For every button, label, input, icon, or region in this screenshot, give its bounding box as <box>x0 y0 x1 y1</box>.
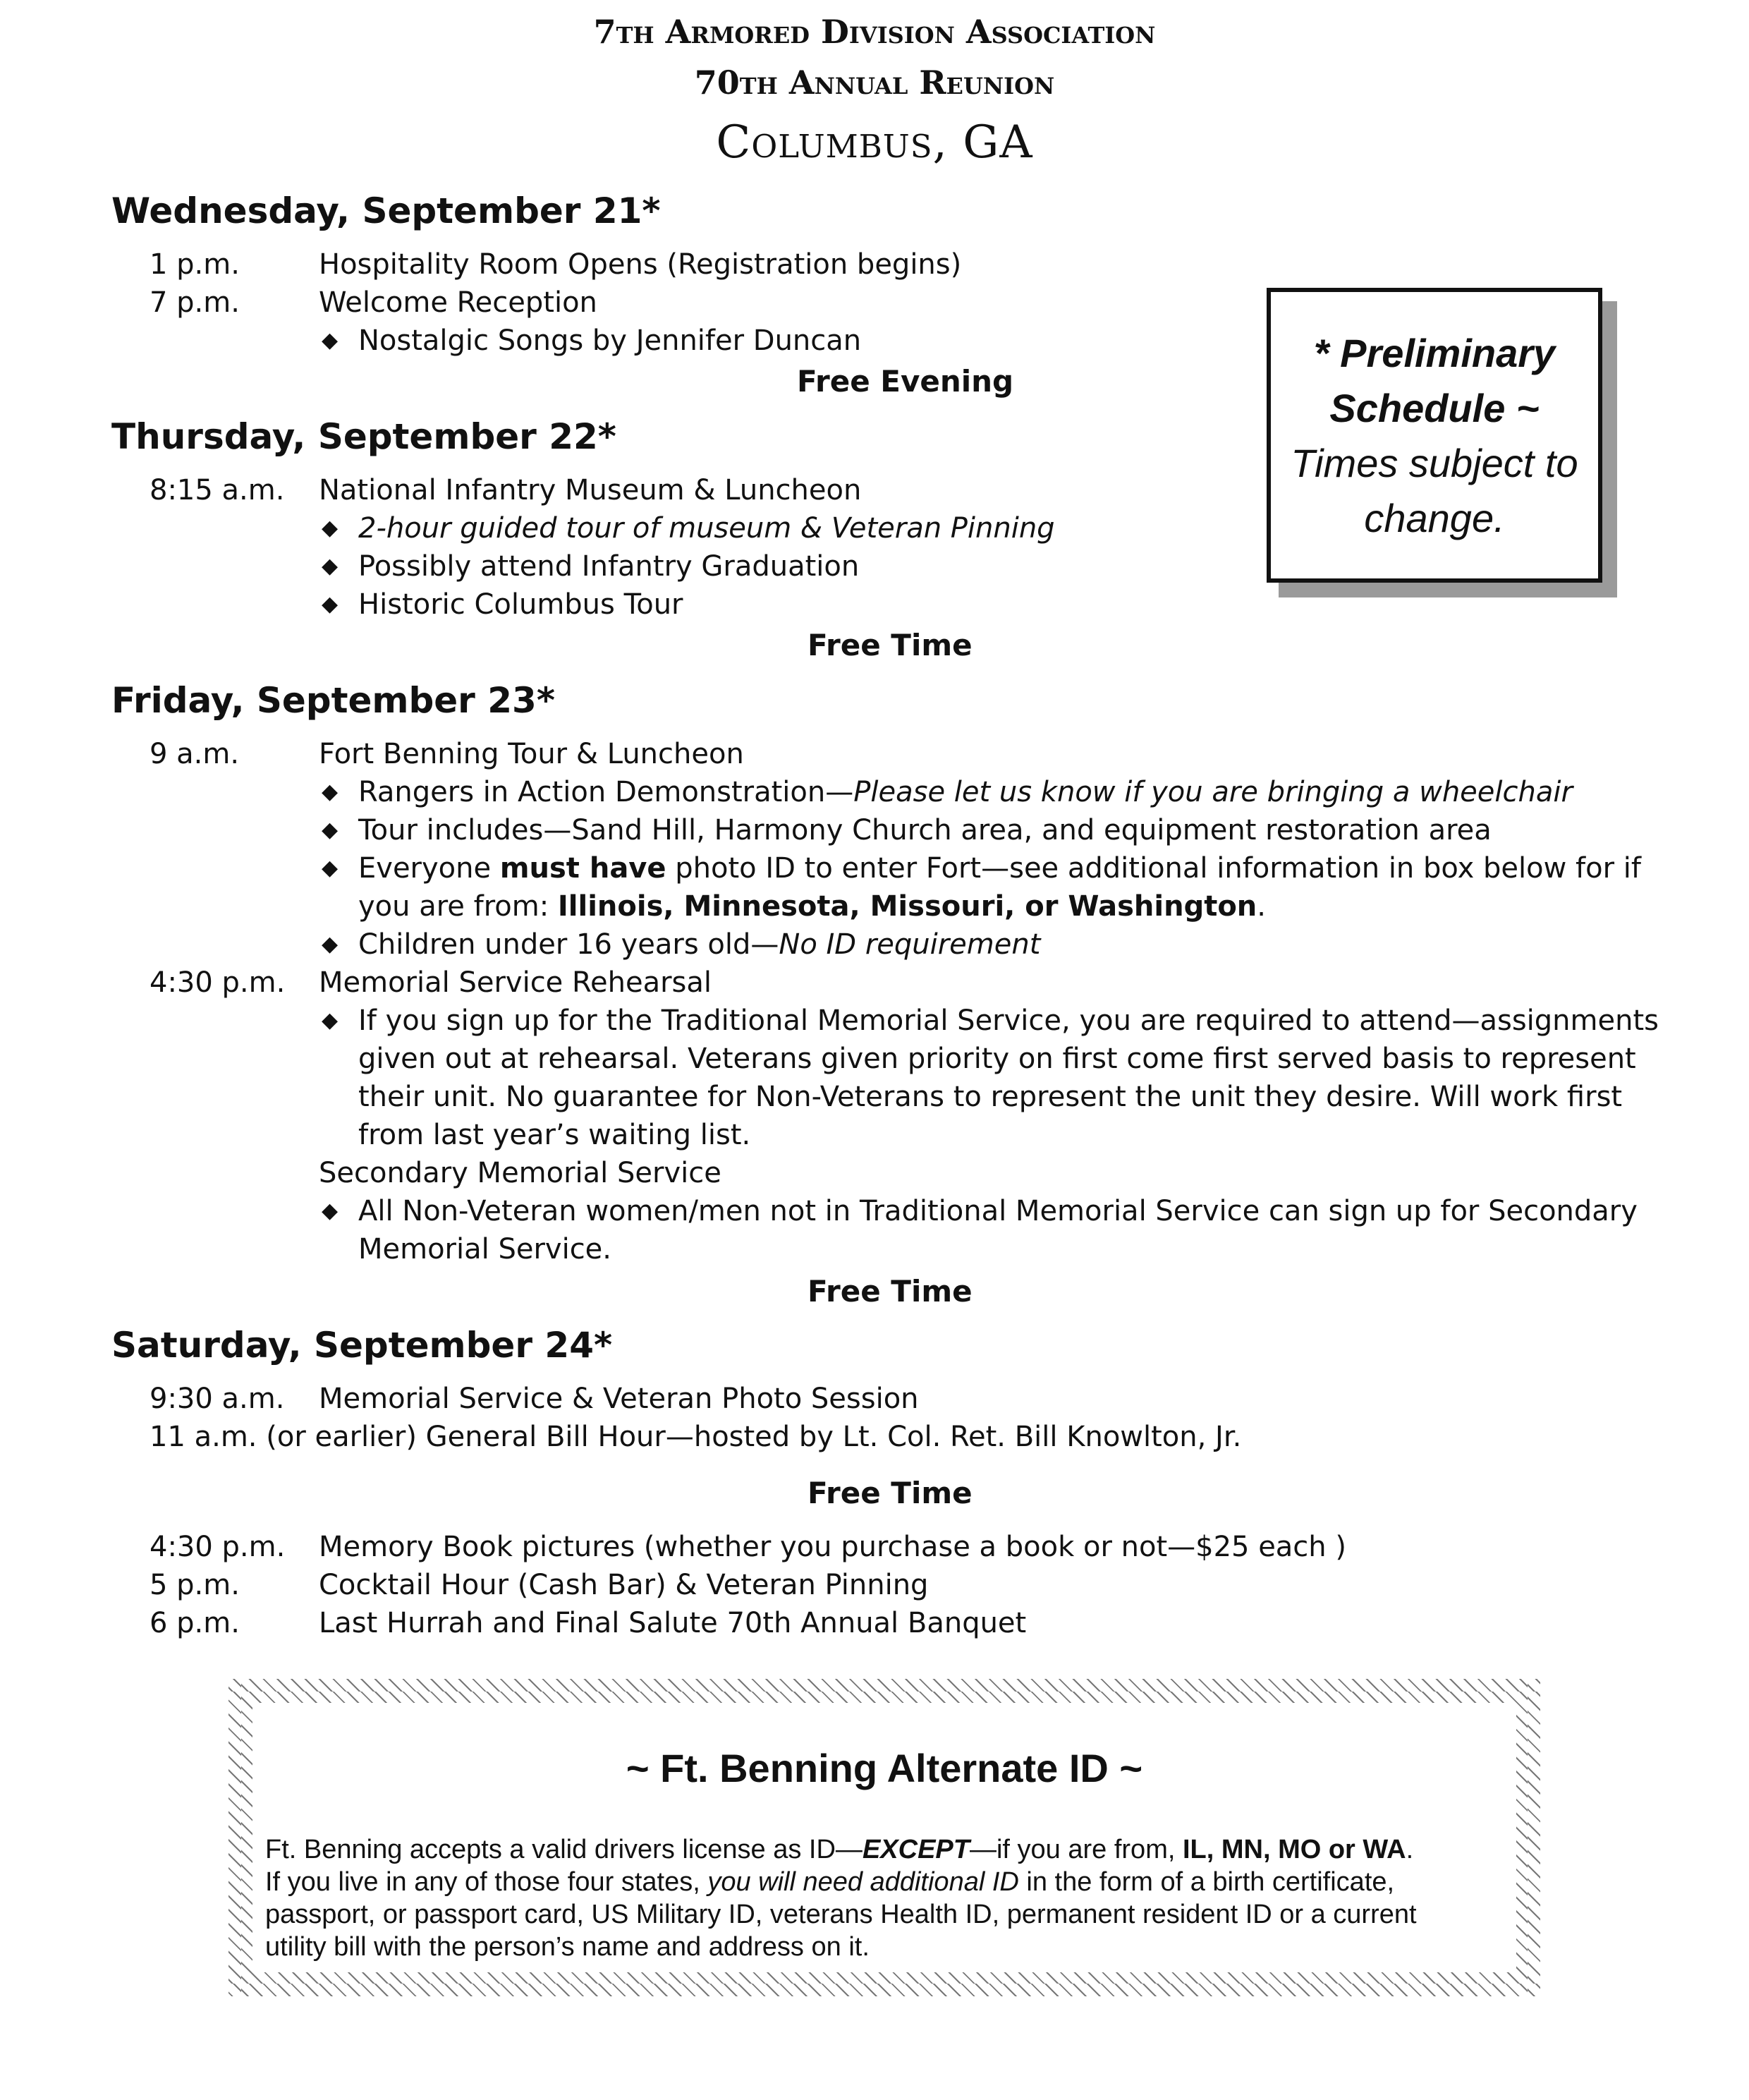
alt-id-line: passport, or passport card, US Military ID, veterans Health ID, permanent resident ID or a current <box>265 1900 1417 1929</box>
bullet-item-continued: Memorial Service. <box>358 1233 612 1266</box>
alt-id-line: utility bill with the person’s name and address on it. <box>265 1932 870 1962</box>
association-title: 7th Armored Division Association <box>593 13 1156 51</box>
event: Memorial Service & Veteran Photo Session <box>319 1383 919 1415</box>
free-time-label: Free Time <box>808 1274 973 1309</box>
alternate-id-box <box>228 1679 1540 1996</box>
location-title: Columbus, GA <box>716 116 1033 169</box>
day-heading-saturday: Saturday, September 24* <box>111 1325 613 1366</box>
alt-id-line: Ft. Benning accepts a valid drivers license as ID—EXCEPT—if you are from, IL, MN, MO or WA. <box>265 1835 1414 1864</box>
event: Secondary Memorial Service <box>319 1157 721 1189</box>
free-time-label: Free Time <box>808 628 973 662</box>
event: Last Hurrah and Final Salute 70th Annual Banquet <box>319 1607 1027 1639</box>
day-heading-friday: Friday, September 23* <box>111 680 555 721</box>
diamond-bullet-icon: ◆ <box>322 818 339 842</box>
time: 5 p.m. <box>150 1569 240 1601</box>
event: Fort Benning Tour & Luncheon <box>319 738 744 770</box>
prelim-line-1: * Preliminary <box>1313 331 1556 375</box>
alternate-id-body <box>265 1833 1521 1963</box>
event-line: 11 a.m. (or earlier) General Bill Hour—hosted by Lt. Col. Ret. Bill Knowlton, Jr. <box>150 1421 1242 1453</box>
free-time-label: Free Time <box>808 1476 973 1510</box>
time: 1 p.m. <box>150 248 240 281</box>
bullet-item: ◆ If you sign up for the Traditional Memorial Service, you are required to attend—assignments <box>322 1005 1659 1037</box>
time: 7 p.m. <box>150 286 240 319</box>
alt-id-line: If you live in any of those four states, you will need additional ID in the form of a birth certificate, <box>265 1867 1395 1897</box>
prelim-line-2: Schedule ~ <box>1329 386 1540 430</box>
event: Hospitality Room Opens (Registration begins) <box>319 248 962 281</box>
bullet-item: ◆ Historic Columbus Tour <box>322 588 683 621</box>
time: 4:30 p.m. <box>150 1531 286 1563</box>
diamond-bullet-icon: ◆ <box>322 554 339 578</box>
diamond-bullet-icon: ◆ <box>322 1198 339 1223</box>
bullet-item: ◆ Possibly attend Infantry Graduation <box>322 550 860 583</box>
bullet-item: ◆ 2-hour guided tour of museum & Veteran Pinning <box>322 512 1055 545</box>
bullet-item: ◆ Everyone must have photo ID to enter Fort—see additional information in box below for if <box>322 852 1641 885</box>
reunion-title: 70th Annual Reunion <box>694 63 1055 102</box>
alternate-id-box-inner <box>252 1703 1516 1972</box>
time: 4:30 p.m. <box>150 966 286 999</box>
diamond-bullet-icon: ◆ <box>322 516 339 540</box>
diamond-bullet-icon: ◆ <box>322 1008 339 1033</box>
bullet-item-continued: you are from: Illinois, Minnesota, Missouri, or Washington. <box>358 890 1266 923</box>
day-heading-wednesday: Wednesday, September 21* <box>111 190 661 231</box>
preliminary-schedule-box <box>1267 288 1602 583</box>
bullet-item: ◆ Children under 16 years old—No ID requirement <box>322 928 1041 961</box>
event: Memorial Service Rehearsal <box>319 966 712 999</box>
diamond-bullet-icon: ◆ <box>322 779 339 804</box>
day-heading-thursday: Thursday, September 22* <box>111 416 616 457</box>
free-evening-label: Free Evening <box>797 364 1014 399</box>
diamond-bullet-icon: ◆ <box>322 328 339 353</box>
event: Welcome Reception <box>319 286 597 319</box>
diamond-bullet-icon: ◆ <box>322 856 339 880</box>
alternate-id-title: ~ Ft. Benning Alternate ID ~ <box>626 1746 1143 1790</box>
prelim-line-4: change. <box>1364 496 1505 540</box>
bullet-item: ◆ Nostalgic Songs by Jennifer Duncan <box>322 324 862 357</box>
bullet-item: ◆ Rangers in Action Demonstration—Please let us know if you are bringing a wheelchair <box>322 776 1573 808</box>
bullet-item: ◆ All Non-Veteran women/men not in Traditional Memorial Service can sign up for Secondary <box>322 1195 1638 1227</box>
bullet-item-continued: from last year’s waiting list. <box>358 1119 751 1151</box>
time: 9 a.m. <box>150 738 240 770</box>
event: Cocktail Hour (Cash Bar) & Veteran Pinning <box>319 1569 929 1601</box>
diamond-bullet-icon: ◆ <box>322 932 339 957</box>
event: Memory Book pictures (whether you purchase a book or not—$25 each ) <box>319 1531 1346 1563</box>
time: 8:15 a.m. <box>150 474 285 506</box>
bullet-item-continued: their unit. No guarantee for Non-Veterans to represent the unit they desire. Will work first <box>358 1081 1623 1113</box>
time: 6 p.m. <box>150 1607 240 1639</box>
bullet-item: ◆ Tour includes—Sand Hill, Harmony Church area, and equipment restoration area <box>322 814 1492 846</box>
bullet-item-continued: given out at rehearsal. Veterans given priority on first come first served basis to represent <box>358 1043 1636 1075</box>
event: National Infantry Museum & Luncheon <box>319 474 862 506</box>
time: 9:30 a.m. <box>150 1383 285 1415</box>
diamond-bullet-icon: ◆ <box>322 592 339 617</box>
prelim-line-3: Times subject to <box>1291 441 1578 485</box>
